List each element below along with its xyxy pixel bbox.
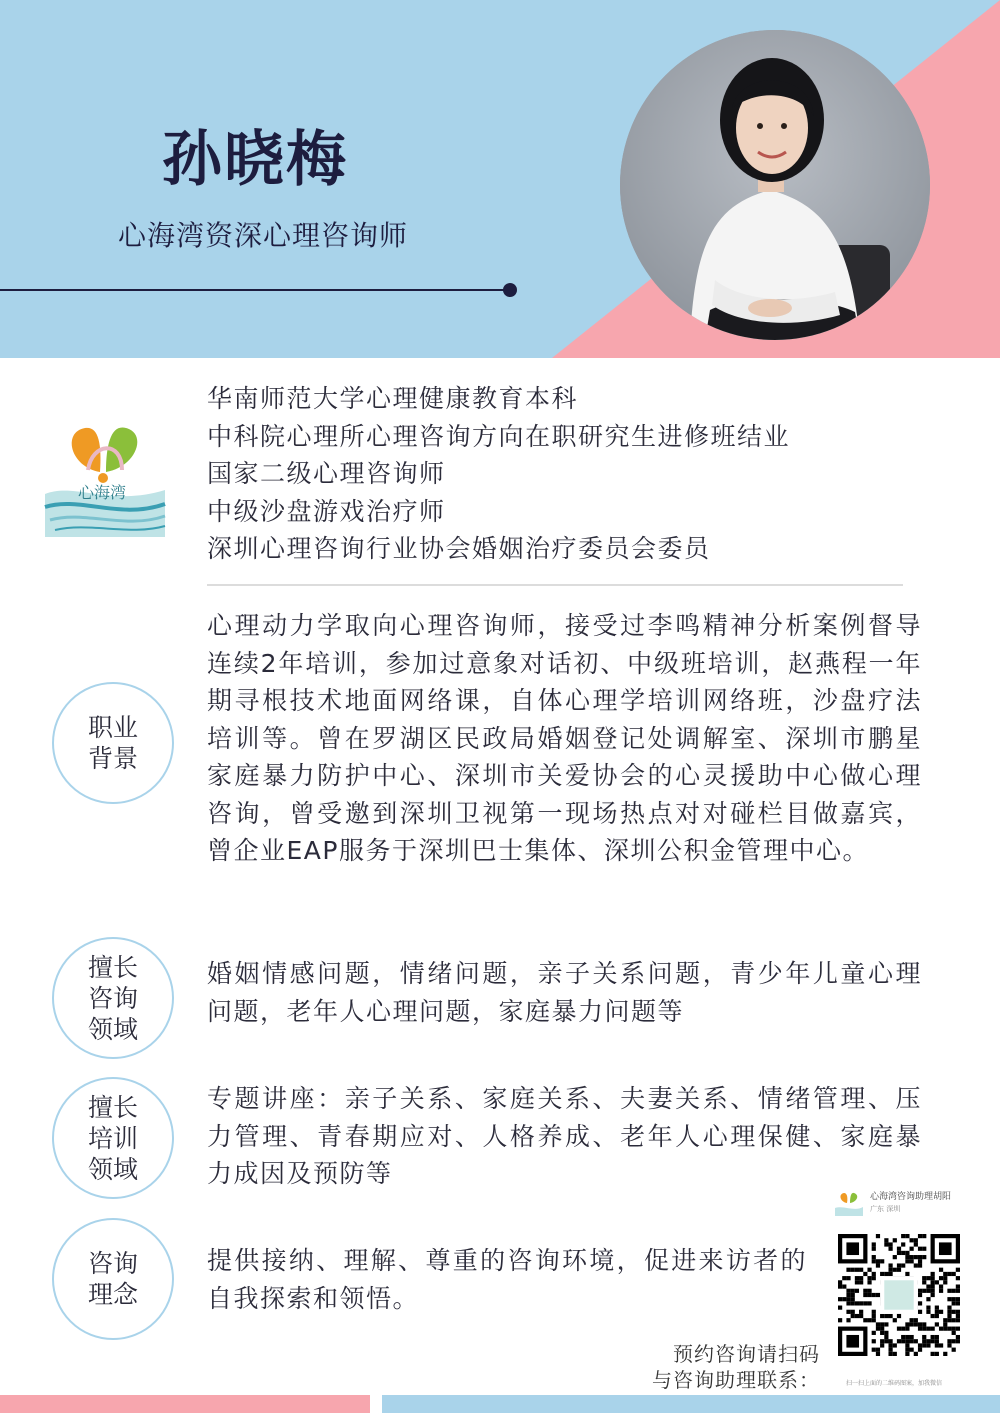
- training-text: 专题讲座：亲子关系、家庭关系、夫妻关系、情绪管理、压力管理、青春期应对、人格养成、老年人心理保健、家庭暴力成因及预防等: [207, 1084, 922, 1188]
- contact-line-2: 与咨询助理联系：: [652, 1368, 820, 1392]
- consult-label: 擅长咨询领域: [87, 952, 138, 1044]
- credential-item: 国家二级心理咨询师: [207, 459, 446, 488]
- title-underline: [0, 289, 510, 291]
- consult-text: 婚姻情感问题，情绪问题，亲子关系问题，青少年儿童心理问题，老年人心理问题，家庭暴力问题等: [207, 959, 922, 1026]
- credential-item: 华南师范大学心理健康教育本科: [207, 384, 579, 413]
- background-label: 职业背景: [87, 713, 138, 773]
- philosophy-text: 提供接纳、理解、尊重的咨询环境，促进来访者的自我探索和领悟。: [207, 1246, 807, 1313]
- credential-item: 中科院心理所心理咨询方向在职研究生进修班结业: [207, 421, 791, 451]
- underline-dot: [503, 283, 517, 297]
- section-divider: [207, 584, 903, 586]
- qr-code-image[interactable]: [838, 1234, 960, 1356]
- portrait-photo: [620, 30, 930, 340]
- credentials-list: [207, 380, 790, 568]
- philosophy-label-circle: [52, 1218, 174, 1340]
- background-label-circle: [52, 682, 174, 804]
- background-text: 心理动力学取向心理咨询师，接受过李鸣精神分析案例督导连续2年培训，参加过意象对话初、中级班培训，赵燕程一年期寻根技术地面网络课，自体心理学培训网络班，沙盘疗法培训等。曾在罗湖区民政局婚姻登记处调解室、深圳市鹏星家庭暴力防护中心、深圳市关爱协会的心灵援助中心做心理咨询，曾受邀到深圳卫视第一现场热点对对碰栏目做嘉宾，曾企业EAP服务于深圳巴士集体、深圳公积金管理中心。: [207, 611, 922, 865]
- logo-text: 心海湾: [77, 483, 127, 502]
- header-banner: [0, 0, 1000, 358]
- qr-account-name: 心海湾咨询助理胡阳: [870, 1192, 952, 1202]
- training-label: 擅长培训领域: [87, 1092, 138, 1184]
- credential-item: 深圳心理咨询行业协会婚姻治疗委员会委员: [207, 534, 711, 563]
- philosophy-label: 咨询理念: [87, 1249, 138, 1309]
- contact-line-1: 预约咨询请扫码: [673, 1342, 820, 1366]
- person-title: 心海湾资深心理咨询师: [118, 219, 409, 252]
- qr-location: 广东 深圳: [870, 1205, 901, 1213]
- wechat-qr-card[interactable]: [832, 1186, 964, 1390]
- person-name: 孙晓梅: [162, 125, 348, 195]
- credential-item: 中级沙盘游戏治疗师: [207, 496, 446, 526]
- training-label-circle: [52, 1077, 174, 1199]
- footer-blue-bar: [382, 1395, 1000, 1413]
- xinhaiwan-logo: [40, 412, 170, 537]
- consult-label-circle: [52, 937, 174, 1059]
- mini-logo-icon: [834, 1190, 864, 1216]
- qr-card-header: [832, 1186, 964, 1222]
- footer-pink-bar: [0, 1395, 370, 1413]
- qr-footer-text: 扫一扫上面的二维码图案，加我微信: [846, 1380, 943, 1387]
